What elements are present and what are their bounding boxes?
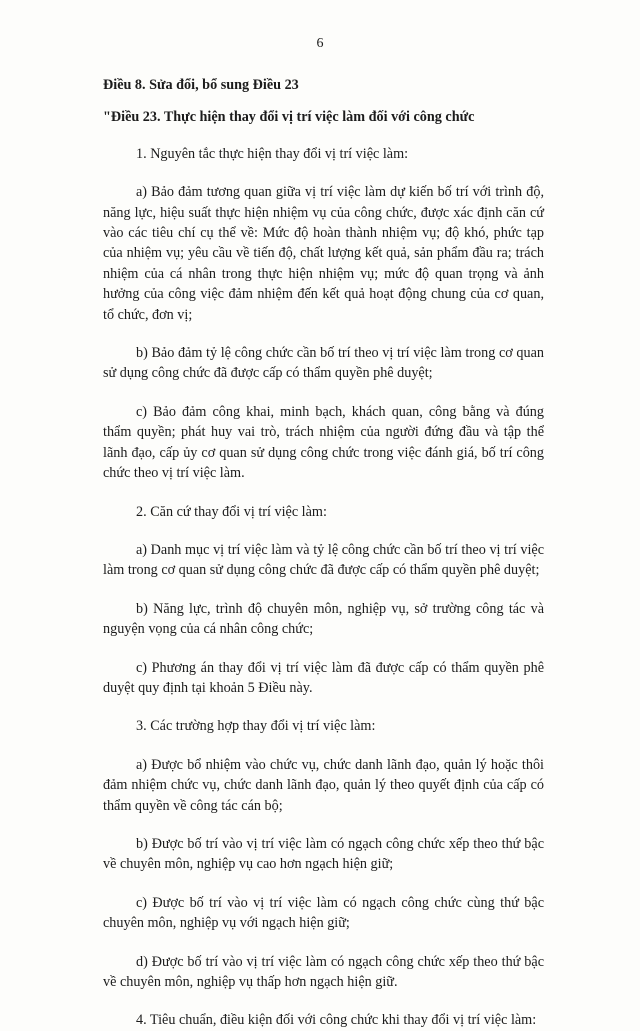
clause-2-title: 2. Căn cứ thay đổi vị trí việc làm: [136,503,327,520]
clause-1-point-c: c) Bảo đảm công khai, minh bạch, khách quan, công bằng và đúng thẩm quyền; phát huy vai trò, trách nhiệm của người đứng đầu và tập thể lãnh đạo, cấp ủy cơ quan sử dụng công chức trong việc đánh giá, bố trí công chức theo vị trí việc làm. [103,403,544,482]
clause-3-point-d: d) Được bố trí vào vị trí việc làm có ngạch công chức xếp theo thứ bậc về chuyên môn, nghiệp vụ thấp hơn ngạch hiện giữ. [103,953,544,990]
page-number: 6 [316,36,324,51]
clause-1-point-b: b) Bảo đảm tỷ lệ công chức cần bố trí theo vị trí việc làm trong cơ quan sử dụng công chức đã được cấp có thẩm quyền phê duyệt; [103,345,544,382]
clause-1-title: 1. Nguyên tắc thực hiện thay đổi vị trí việc làm: [136,145,409,162]
quoted-article-heading: "Điều 23. Thực hiện thay đổi vị trí việc làm đối với công chức [103,109,475,126]
clause-3-point-b: b) Được bố trí vào vị trí việc làm có ngạch công chức xếp theo thứ bậc về chuyên môn, nghiệp vụ cao hơn ngạch hiện giữ; [103,835,544,873]
clause-3-point-a: a) Được bổ nhiệm vào chức vụ, chức danh lãnh đạo, quản lý hoặc thôi đảm nhiệm chức vụ, chức danh lãnh đạo, quản lý theo quyết định của cấp có thẩm quyền về công tác cán bộ; [103,756,544,814]
clause-3-point-c: c) Được bố trí vào vị trí việc làm có ngạch công chức cùng thứ bậc chuyên môn, nghiệp vụ với ngạch hiện giữ; [103,894,544,932]
clause-3-title: 3. Các trường hợp thay đổi vị trí việc làm: [136,718,376,735]
clause-1-point-a: a) Bảo đảm tương quan giữa vị trí việc làm dự kiến bố trí với trình độ, năng lực, hiệu suất thực hiện nhiệm vụ của công chức, được xác định căn cứ vào các tiêu chí cụ thể về: Mức độ hoàn thành nhiệm vụ; độ khó, phức tạp của nhiệm vụ; yêu cầu về tiến độ, chất lượng kết quả, sản phẩm đầu ra; trách nhiệm của cá nhân trong thực hiện nhiệm vụ; mức độ quan trọng và ảnh hưởng của công việc đảm nhiệm đến kết quả hoạt động chung của cơ quan, tổ chức, đơn vị; [103,184,544,323]
document-body [103,75,544,1031]
article-heading: Điều 8. Sửa đổi, bổ sung Điều 23 [103,77,299,93]
clause-4-title: 4. Tiêu chuẩn, điều kiện đối với công chức khi thay đổi vị trí việc làm: [136,1012,537,1029]
clause-2-point-b: b) Năng lực, trình độ chuyên môn, nghiệp vụ, sở trường công tác và nguyện vọng của cá nhân công chức; [103,600,544,638]
clause-2-point-c: c) Phương án thay đổi vị trí việc làm đã được cấp có thẩm quyền phê duyệt quy định tại khoản 5 Điều này. [103,659,544,696]
clause-2-point-a: a) Danh mục vị trí việc làm và tỷ lệ công chức cần bố trí theo vị trí việc làm trong cơ quan sử dụng công chức đã được cấp có thẩm quyền phê duyệt; [103,541,544,579]
